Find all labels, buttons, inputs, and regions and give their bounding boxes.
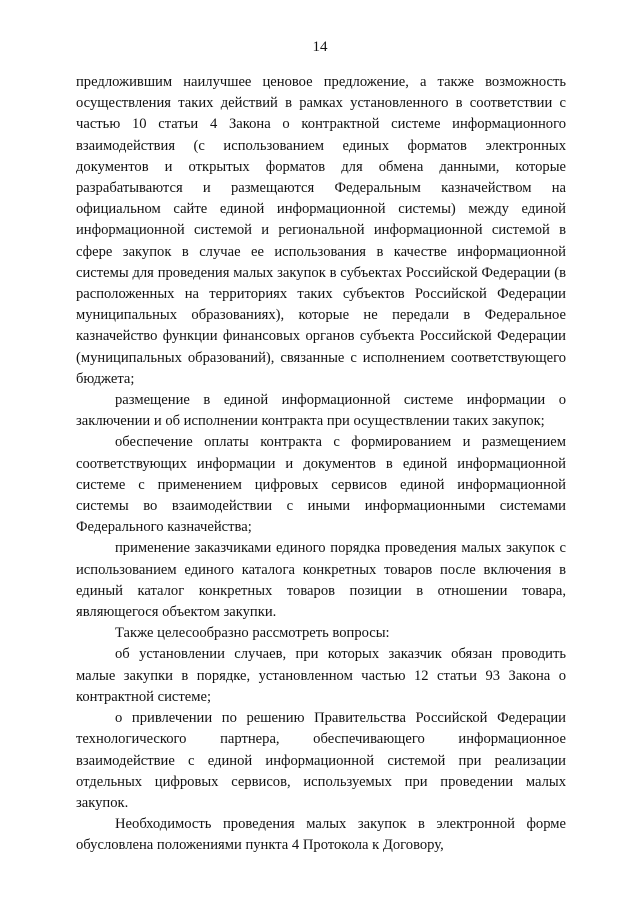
paragraph: Также целесообразно рассмотреть вопросы: (115, 625, 390, 642)
page-number: 14 (312, 39, 328, 55)
paragraph: предложившим наилучшее ценовое предложение, а также возможность осуществления таких действий в рамках установленного в соответствии с частью 10 статьи 4 Закона о контрактной системе информационного взаимодействия (с использованием единых форматов электронных документов и открытых форматов для обмена данными, которые разрабатываются и размещаются Федеральным казначейством на официальном сайте единой информационной системы) между единой информационной системой и региональной информационной системой в сфере закупок в случае ее использования в качестве информационной системы для проведения малых закупок в субъектах Российской Федерации (в расположенных на территориях таких субъектов Российской Федерации муниципальных образованиях), которые не передали в Федеральное казначейство функции финансовых органов субъекта Российской Федерации (муниципальных образований), связанные с исполнением соответствующего бюджета; (76, 74, 566, 387)
paragraph: о привлечении по решению Правительства Российской Федерации технологического партнера, обеспечивающего информационное взаимодействие с единой информационной системой при реализации отдельных цифровых сервисов, используемых при проведении малых закупок. (76, 710, 566, 811)
paragraph: об установлении случаев, при которых заказчик обязан проводить малые закупки в порядке, установленном частью 12 статьи 93 Закона о контрактной системе; (76, 646, 566, 705)
document-body (76, 72, 566, 857)
paragraph: Необходимость проведения малых закупок в электронной форме обусловлена положениями пункта 4 Протокола к Договору, (76, 816, 566, 854)
paragraph: применение заказчиками единого порядка проведения малых закупок с использованием единого каталога конкретных товаров после включения в единый каталог конкретных товаров позиции в отношении товара, являющегося объектом закупки. (76, 540, 566, 621)
paragraph: размещение в единой информационной системе информации о заключении и об исполнении контракта при осуществлении таких закупок; (76, 392, 566, 430)
paragraph: обеспечение оплаты контракта с формированием и размещением соответствующих информации и документов в единой информационной системе с применением цифровых сервисов единой информационной системы во взаимодействии с иными информационными системами Федерального казначейства; (76, 434, 566, 536)
